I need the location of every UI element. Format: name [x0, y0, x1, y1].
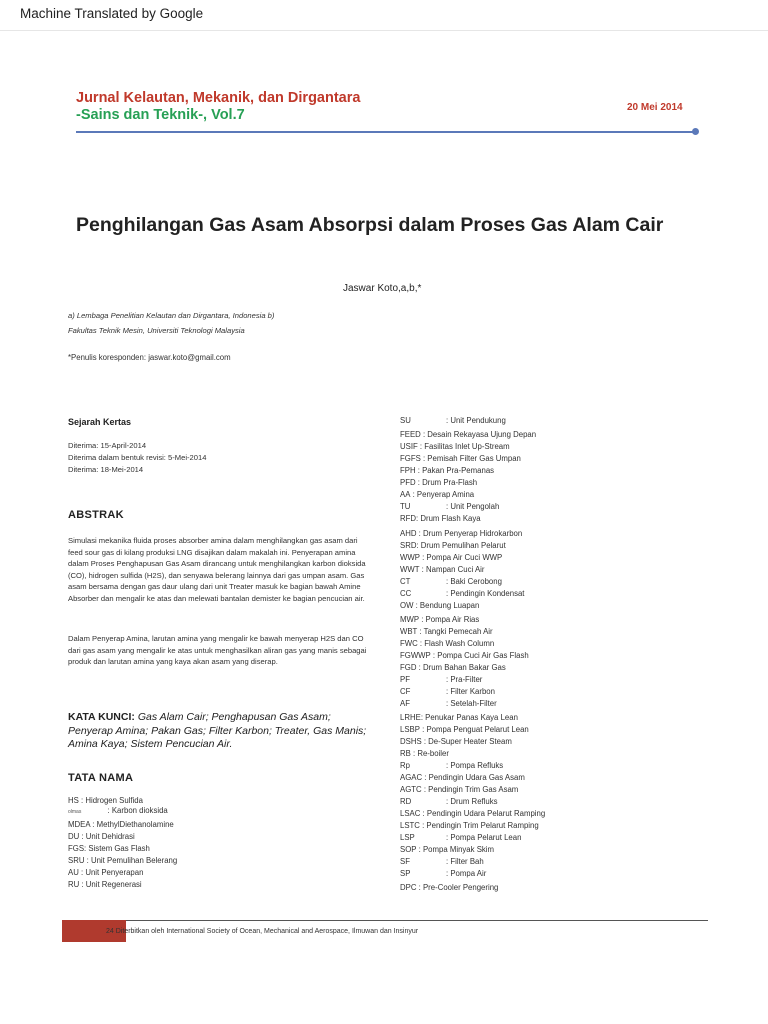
nomenclature-entry — [400, 845, 494, 854]
keywords-label: KATA KUNCI: — [68, 711, 135, 723]
nomenclature-item: FGS: Sistem Gas Flash — [68, 844, 150, 853]
abstract-heading: ABSTRAK — [68, 509, 124, 521]
history-received: Diterima: 15-April-2014 — [68, 441, 147, 450]
nomenclature-entry — [400, 601, 479, 610]
entry-definition: : Desain Rekayasa Ujung Depan — [420, 430, 537, 439]
entry-abbreviation: RFD — [400, 514, 417, 523]
nomenclature-entry — [400, 490, 474, 499]
nomenclature-entry — [400, 821, 539, 830]
entry-definition: : Pompa Cuci Air Gas Flash — [430, 651, 529, 660]
entry-definition: : Filter Bah — [446, 857, 484, 866]
author: Jaswar Koto,a,b,* — [343, 283, 422, 294]
entry-abbreviation: SU — [400, 416, 411, 425]
entry-abbreviation: USIF — [400, 442, 418, 451]
entry-abbreviation: LSBP — [400, 725, 420, 734]
entry-abbreviation: WWP — [400, 553, 420, 562]
entry-abbreviation: CT — [400, 577, 411, 586]
entry-definition: : Pra-Filter — [446, 675, 483, 684]
abstract-paragraph-2: Dalam Penyerap Amina, larutan amina yang mengalir ke bawah menyerap H2S dan CO dari gas asam yang mengalir ke atas untuk menghasilkan aliran gas yang manis sebagai produk dan larutan amina yang kaya akan asam yang diserap. — [68, 634, 367, 666]
entry-definition: : Penukar Panas Kaya Lean — [420, 713, 518, 722]
entry-definition: : Pompa Refluks — [446, 761, 504, 770]
nomenclature-entry — [400, 466, 494, 475]
entry-definition: : Unit Pengolah — [446, 502, 500, 511]
entry-definition: : Filter Karbon — [446, 687, 495, 696]
history-accepted: Diterima: 18-Mei-2014 — [68, 465, 144, 474]
nomenclature-entry — [400, 478, 477, 487]
history-heading: Sejarah Kertas — [68, 417, 132, 427]
nomenclature-entry — [400, 883, 498, 892]
nomenclature-entry — [400, 454, 521, 463]
entry-abbreviation: DSHS — [400, 737, 422, 746]
entry-abbreviation: LSP — [400, 833, 415, 842]
nomenclature-entry — [400, 773, 525, 782]
entry-definition: : Unit Pendukung — [446, 416, 506, 425]
entry-definition: : Pemisah Filter Gas Umpan — [420, 454, 521, 463]
entry-abbreviation: Rp — [400, 761, 410, 770]
header-divider — [76, 131, 696, 133]
nomenclature-item: MDEA : MethylDiethanolamine — [68, 820, 174, 829]
nomenclature-entry — [400, 687, 495, 696]
affiliation-a: a) Lembaga Penelitian Kelautan dan Dirgantara, Indonesia b) — [68, 311, 275, 320]
nomenclature-entry — [400, 737, 512, 746]
entry-abbreviation: AGTC — [400, 785, 422, 794]
entry-definition: : Tangki Pemecah Air — [417, 627, 493, 636]
entry-abbreviation: FPH — [400, 466, 416, 475]
entry-abbreviation: WWT — [400, 565, 420, 574]
entry-definition: : Drum Refluks — [446, 797, 498, 806]
entry-abbreviation: FGD — [400, 663, 417, 672]
entry-abbreviation: SF — [400, 857, 410, 866]
entry-definition: : Penyerap Amina — [410, 490, 475, 499]
nomenclature-entry — [400, 529, 522, 538]
nomenclature-entry — [400, 589, 524, 598]
entry-definition: : Pre-Cooler Pengering — [416, 883, 499, 892]
nomenclature-entry — [400, 430, 536, 439]
nomenclature-heading: TATA NAMA — [68, 772, 134, 784]
paper-title: Penghilangan Gas Asam Absorpsi dalam Proses Gas Alam Cair — [76, 214, 664, 236]
entry-definition: : Flash Wash Column — [417, 639, 495, 648]
nomenclature-entry — [400, 699, 497, 708]
entry-abbreviation: PFD — [400, 478, 416, 487]
nomenclature-item-co — [68, 806, 168, 815]
entry-definition: : Pompa Air Cuci WWP — [419, 553, 503, 562]
entry-abbreviation: FGFS — [400, 454, 421, 463]
journal-name: Jurnal Kelautan, Mekanik, dan Dirgantara — [76, 90, 361, 106]
entry-abbreviation: AA — [400, 490, 411, 499]
entry-definition: : Pendingin Trim Pelarut Ramping — [419, 821, 539, 830]
history-revised: Diterima dalam bentuk revisi: 5-Mei-2014 — [68, 453, 207, 462]
entry-definition: : Pompa Pelarut Lean — [446, 833, 522, 842]
nomenclature-entry — [400, 502, 499, 511]
entry-definition: : Pendingin Kondensat — [446, 589, 525, 598]
entry-abbreviation: WBT — [400, 627, 418, 636]
keywords — [68, 711, 368, 752]
nomenclature-item: HS : Hidrogen Sulfida — [68, 796, 143, 805]
footer — [106, 928, 418, 935]
nomenclature-entry — [400, 627, 493, 636]
entry-abbreviation: FWC — [400, 639, 418, 648]
nomenclature-entry — [400, 749, 449, 758]
nomenclature-entry — [400, 541, 506, 550]
entry-definition: : Pendingin Udara Pelarut Ramping — [420, 809, 546, 818]
nomenclature-item: SRU : Unit Pemulihan Belerang — [68, 856, 178, 865]
nomenclature-entry — [400, 514, 481, 523]
entry-abbreviation: OW — [400, 601, 414, 610]
entry-definition: : Baki Cerobong — [446, 577, 502, 586]
entry-definition: : Nampan Cuci Air — [419, 565, 485, 574]
nomenclature-entry — [400, 809, 545, 818]
nomenclature-item: AU : Unit Penyerapan — [68, 868, 144, 877]
entry-abbreviation: SP — [400, 869, 411, 878]
co-abbr: olmas — [68, 809, 82, 815]
page-number: 24 — [106, 928, 114, 935]
entry-abbreviation: LSTC — [400, 821, 420, 830]
entry-abbreviation: LSAC — [400, 809, 421, 818]
entry-abbreviation: AF — [400, 699, 410, 708]
nomenclature-entry — [400, 797, 498, 806]
entry-abbreviation: AGAC — [400, 773, 423, 782]
nomenclature-item: DU : Unit Dehidrasi — [68, 832, 135, 841]
entry-definition: : De-Super Heater Steam — [421, 737, 512, 746]
footer-divider — [62, 920, 708, 921]
keywords-text: Gas Alam Cair; Penghapusan Gas Asam; Penyerap Amina; Pakan Gas; Filter Karbon; Treater, Gas Manis; Amina Kaya; Sistem Pencucian Air. — [68, 711, 367, 750]
entry-abbreviation: LRHE — [400, 713, 421, 722]
nomenclature-entry — [400, 857, 484, 866]
entry-definition: : Drum Bahan Bakar Gas — [416, 663, 506, 672]
nomenclature-entry — [400, 577, 502, 586]
entry-abbreviation: FEED — [400, 430, 421, 439]
journal-subtitle: -Sains dan Teknik-, Vol.7 — [76, 107, 245, 123]
banner-text: Machine Translated by Google — [20, 6, 204, 21]
entry-definition: : Bendung Luapan — [413, 601, 480, 610]
abstract-paragraph-1: Simulasi mekanika fluida proses absorber amina dalam menghilangkan gas asam dari feed sour gas di kilang produksi LNG disajikan dalam makalah ini. Penyerapan amina dalam Proses Penghapusan Gas Asam dirancang untuk menghilangkan karbon dioksida (CO), hidrogen sulfida (H2S), dan senyawa belerang lainnya dari gas umpan asam. Gas asam bersama dengan gas daur ulang dari unit Treater masuk ke bagian bawah Amine Absorber dan mengalir ke atas dan melewati bantalan demister ke bagian pencucian air. — [68, 536, 366, 603]
nomenclature-entry — [400, 869, 486, 878]
entry-abbreviation: CF — [400, 687, 411, 696]
nomenclature-entry — [400, 833, 521, 842]
nomenclature-entry — [400, 639, 494, 648]
nomenclature-entry — [400, 553, 502, 562]
co-def: : Karbon dioksida — [107, 806, 168, 815]
entry-definition: : Drum Pemulihan Pelarut — [416, 541, 506, 550]
entry-definition: : Setelah-Filter — [446, 699, 497, 708]
entry-definition: : Pendingin Trim Gas Asam — [421, 785, 519, 794]
entry-definition: : Pompa Air Rias — [419, 615, 480, 624]
entry-definition: : Re-boiler — [410, 749, 449, 758]
nomenclature-entry — [400, 663, 506, 672]
nomenclature-entry — [400, 615, 479, 624]
affiliation-b: Fakultas Teknik Mesin, Universiti Teknologi Malaysia — [68, 326, 245, 335]
entry-abbreviation: SOP — [400, 845, 417, 854]
entry-abbreviation: AHD — [400, 529, 417, 538]
journal-date: 20 Mei 2014 — [627, 102, 683, 113]
nomenclature-entry — [400, 785, 518, 794]
nomenclature-entry — [400, 675, 482, 684]
nomenclature-entry — [400, 565, 484, 574]
header-divider-dot — [692, 128, 699, 135]
entry-definition: : Drum Penyerap Hidrokarbon — [416, 529, 523, 538]
entry-definition: : Pompa Air — [446, 869, 487, 878]
nomenclature-entry — [400, 713, 518, 722]
entry-definition: : Drum Flash Kaya — [416, 514, 481, 523]
nomenclature-entry — [400, 761, 503, 770]
entry-abbreviation: SRD — [400, 541, 417, 550]
entry-abbreviation: RD — [400, 797, 412, 806]
nomenclature-entry — [400, 416, 506, 425]
nomenclature-item: RU : Unit Regenerasi — [68, 880, 142, 889]
entry-abbreviation: TU — [400, 502, 411, 511]
entry-abbreviation: DPC — [400, 883, 417, 892]
entry-definition: : Pompa Penguat Pelarut Lean — [419, 725, 529, 734]
entry-abbreviation: FGWWP — [400, 651, 431, 660]
entry-abbreviation: MWP — [400, 615, 420, 624]
publisher-note: Diterbitkan oleh International Society of Ocean, Mechanical and Aerospace, Ilmuwan dan Insinyur — [115, 928, 419, 935]
entry-abbreviation: PF — [400, 675, 410, 684]
nomenclature-entry — [400, 725, 529, 734]
entry-definition: : Drum Pra-Flash — [415, 478, 478, 487]
corresponding-author: *Penulis koresponden: jaswar.koto@gmail.com — [68, 353, 231, 362]
entry-definition: : Pompa Minyak Skim — [416, 845, 495, 854]
entry-abbreviation: CC — [400, 589, 412, 598]
entry-definition: : Fasilitas Inlet Up-Stream — [417, 442, 510, 451]
nomenclature-entry — [400, 651, 529, 660]
entry-definition: : Pendingin Udara Gas Asam — [422, 773, 525, 782]
entry-definition: : Pakan Pra-Pemanas — [415, 466, 495, 475]
entry-abbreviation: RB — [400, 749, 411, 758]
nomenclature-entry — [400, 442, 510, 451]
